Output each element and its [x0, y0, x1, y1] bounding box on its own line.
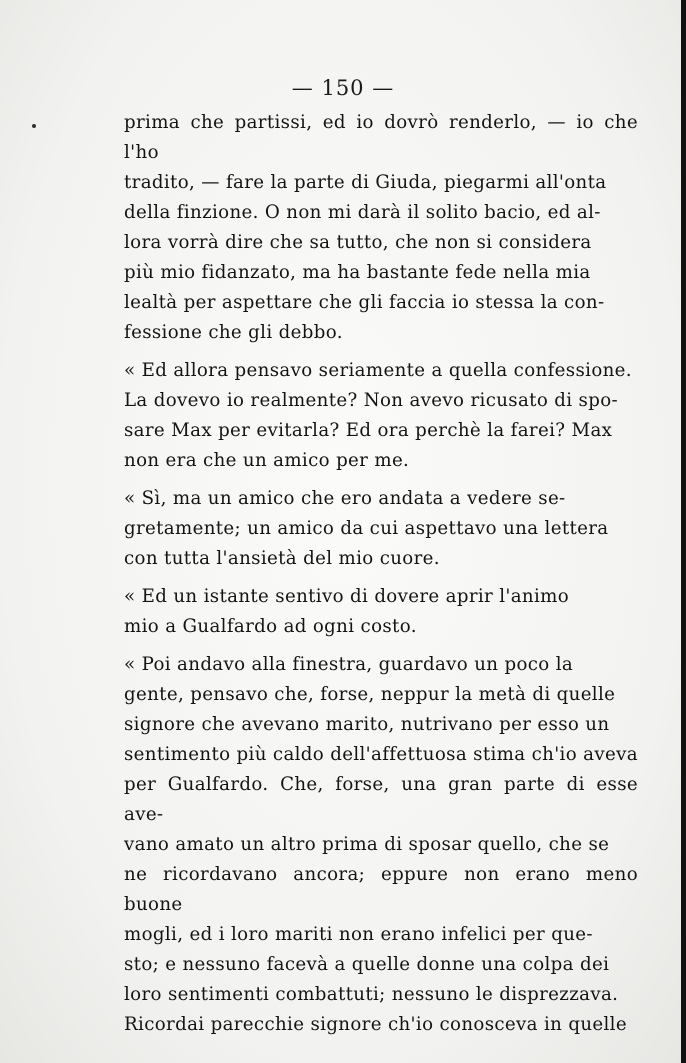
page-text-body [124, 108, 638, 1040]
paragraph-5: « Poi andavo alla finestra, guardavo un poco la gente, pensavo che, forse, neppur la metà di quelle signore che avevano marito, nutrivano per esso un sentimento più caldo dell'affettuosa stima ch'io aveva per Gualfardo. Che, forse, una gran parte di esse ave- vano amato un altro prima di sposar quello, che se ne ricordavano ancora; eppure non erano meno buone mogli, ed i loro mariti non erano infelici per que- sto; e nessuno facevà a quelle donne una colpa dei loro sentimenti combattuti; nessuno le disprezzava. Ricordai parecchie signore ch'io conosceva in quelle [124, 654, 638, 1035]
page-edge-shadow [681, 0, 686, 1063]
paragraph-4: « Ed un istante sentivo di dovere aprir l'animo mio a Gualfardo ad ogni costo. [124, 586, 570, 637]
page-number: — 150 — [291, 76, 395, 100]
paragraph-1: prima che partissi, ed io dovrò renderlo, — io che l'ho tradito, — fare la parte di Giuda, piegarmi all'onta della finzione. O non mi darà il solito bacio, ed al- lora vorrà dire che sa tutto, che non si considera più mio fidanzato, ma ha bastante fede nella mia lealtà per aspettare che gli faccia io stessa la con- fessione che gli debbo. [124, 112, 638, 343]
paragraph-2: « Ed allora pensavo seriamente a quella confessione. La dovevo io realmente? Non avevo ricusato di spo- sare Max per evitarla? Ed ora perchè la farei? Max non era che un amico per me. [124, 360, 632, 471]
paragraph-3: « Sì, ma un amico che ero andata a vedere se- gretamente; un amico da cui aspettavo una lettera con tutta l'ansietà del mio cuore. [124, 488, 609, 569]
ink-speck [32, 124, 36, 128]
